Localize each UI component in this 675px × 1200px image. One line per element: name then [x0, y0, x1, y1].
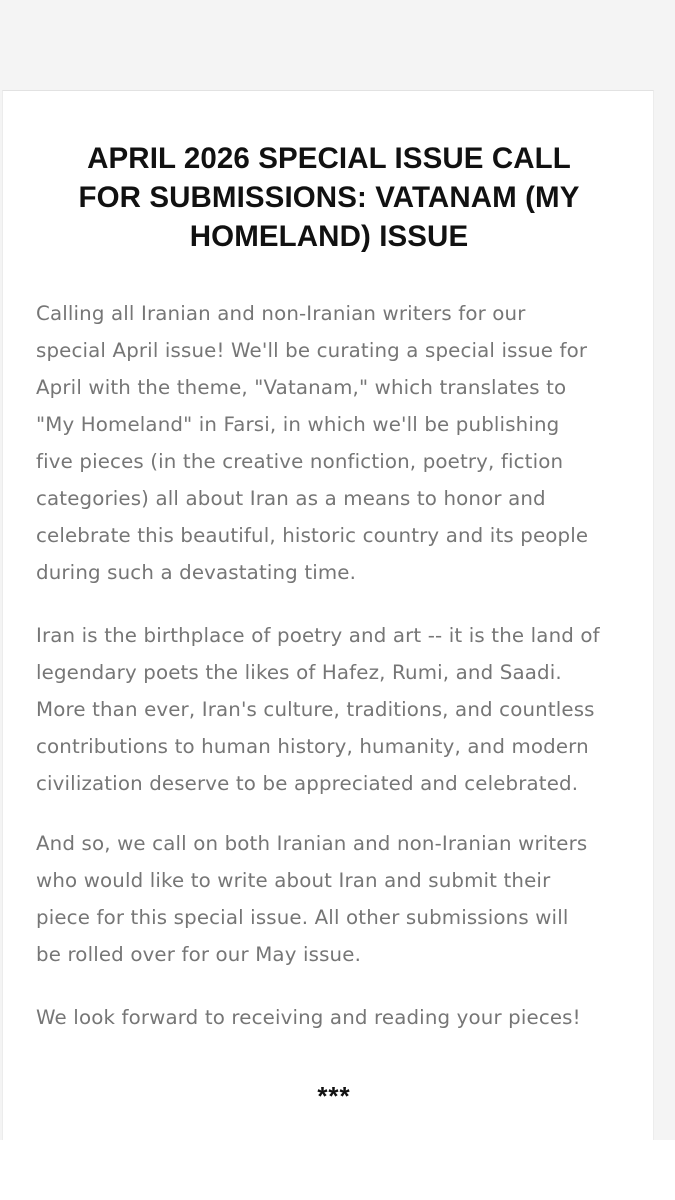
top-margin: [0, 0, 675, 90]
title-line: FOR SUBMISSIONS: VATANAM (MY: [78, 181, 580, 214]
paragraph-line: Iran is the birthplace of poetry and art -- it is the land of: [36, 624, 600, 647]
paragraph-line: contributions to human history, humanity, and modern: [36, 735, 589, 758]
paragraph-line: "My Homeland" in Farsi, in which we'll be publishing: [36, 413, 560, 436]
paragraph-line: celebrate this beautiful, historic country and its people: [36, 524, 589, 547]
paragraph-submission-call: [36, 825, 636, 973]
paragraph-closing: [36, 999, 636, 1036]
paragraph-line: civilization deserve to be appreciated and celebrated.: [36, 772, 579, 795]
paragraph-line: piece for this special issue. All other submissions will: [36, 906, 569, 929]
paragraph-line: special April issue! We'll be curating a special issue for: [36, 339, 588, 362]
paragraph-line: during such a devastating time.: [36, 561, 357, 584]
title-line: HOMELAND) ISSUE: [189, 220, 469, 253]
paragraph-line: And so, we call on both Iranian and non-Iranian writers: [36, 832, 588, 855]
paragraph-line: be rolled over for our May issue.: [36, 943, 362, 966]
paragraph-line: legendary poets the likes of Hafez, Rumi, and Saadi.: [36, 661, 562, 684]
section-separator: ***: [317, 1081, 351, 1111]
paragraph-call-for-writers: [36, 295, 636, 591]
article-card: [2, 90, 654, 1140]
bottom-margin: [0, 1140, 675, 1200]
title-line: APRIL 2026 SPECIAL ISSUE CALL: [87, 142, 571, 175]
article-title: [3, 139, 655, 256]
paragraph-line: April with the theme, "Vatanam," which translates to: [36, 376, 567, 399]
paragraph-line: We look forward to receiving and reading your pieces!: [36, 1006, 581, 1029]
paragraph-line: More than ever, Iran's culture, traditions, and countless: [36, 698, 595, 721]
paragraph-iran-culture: [36, 617, 636, 802]
paragraph-line: five pieces (in the creative nonfiction, poetry, fiction: [36, 450, 564, 473]
paragraph-line: categories) all about Iran as a means to honor and: [36, 487, 546, 510]
paragraph-line: who would like to write about Iran and submit their: [36, 869, 551, 892]
paragraph-line: Calling all Iranian and non-Iranian writers for our: [36, 302, 526, 325]
